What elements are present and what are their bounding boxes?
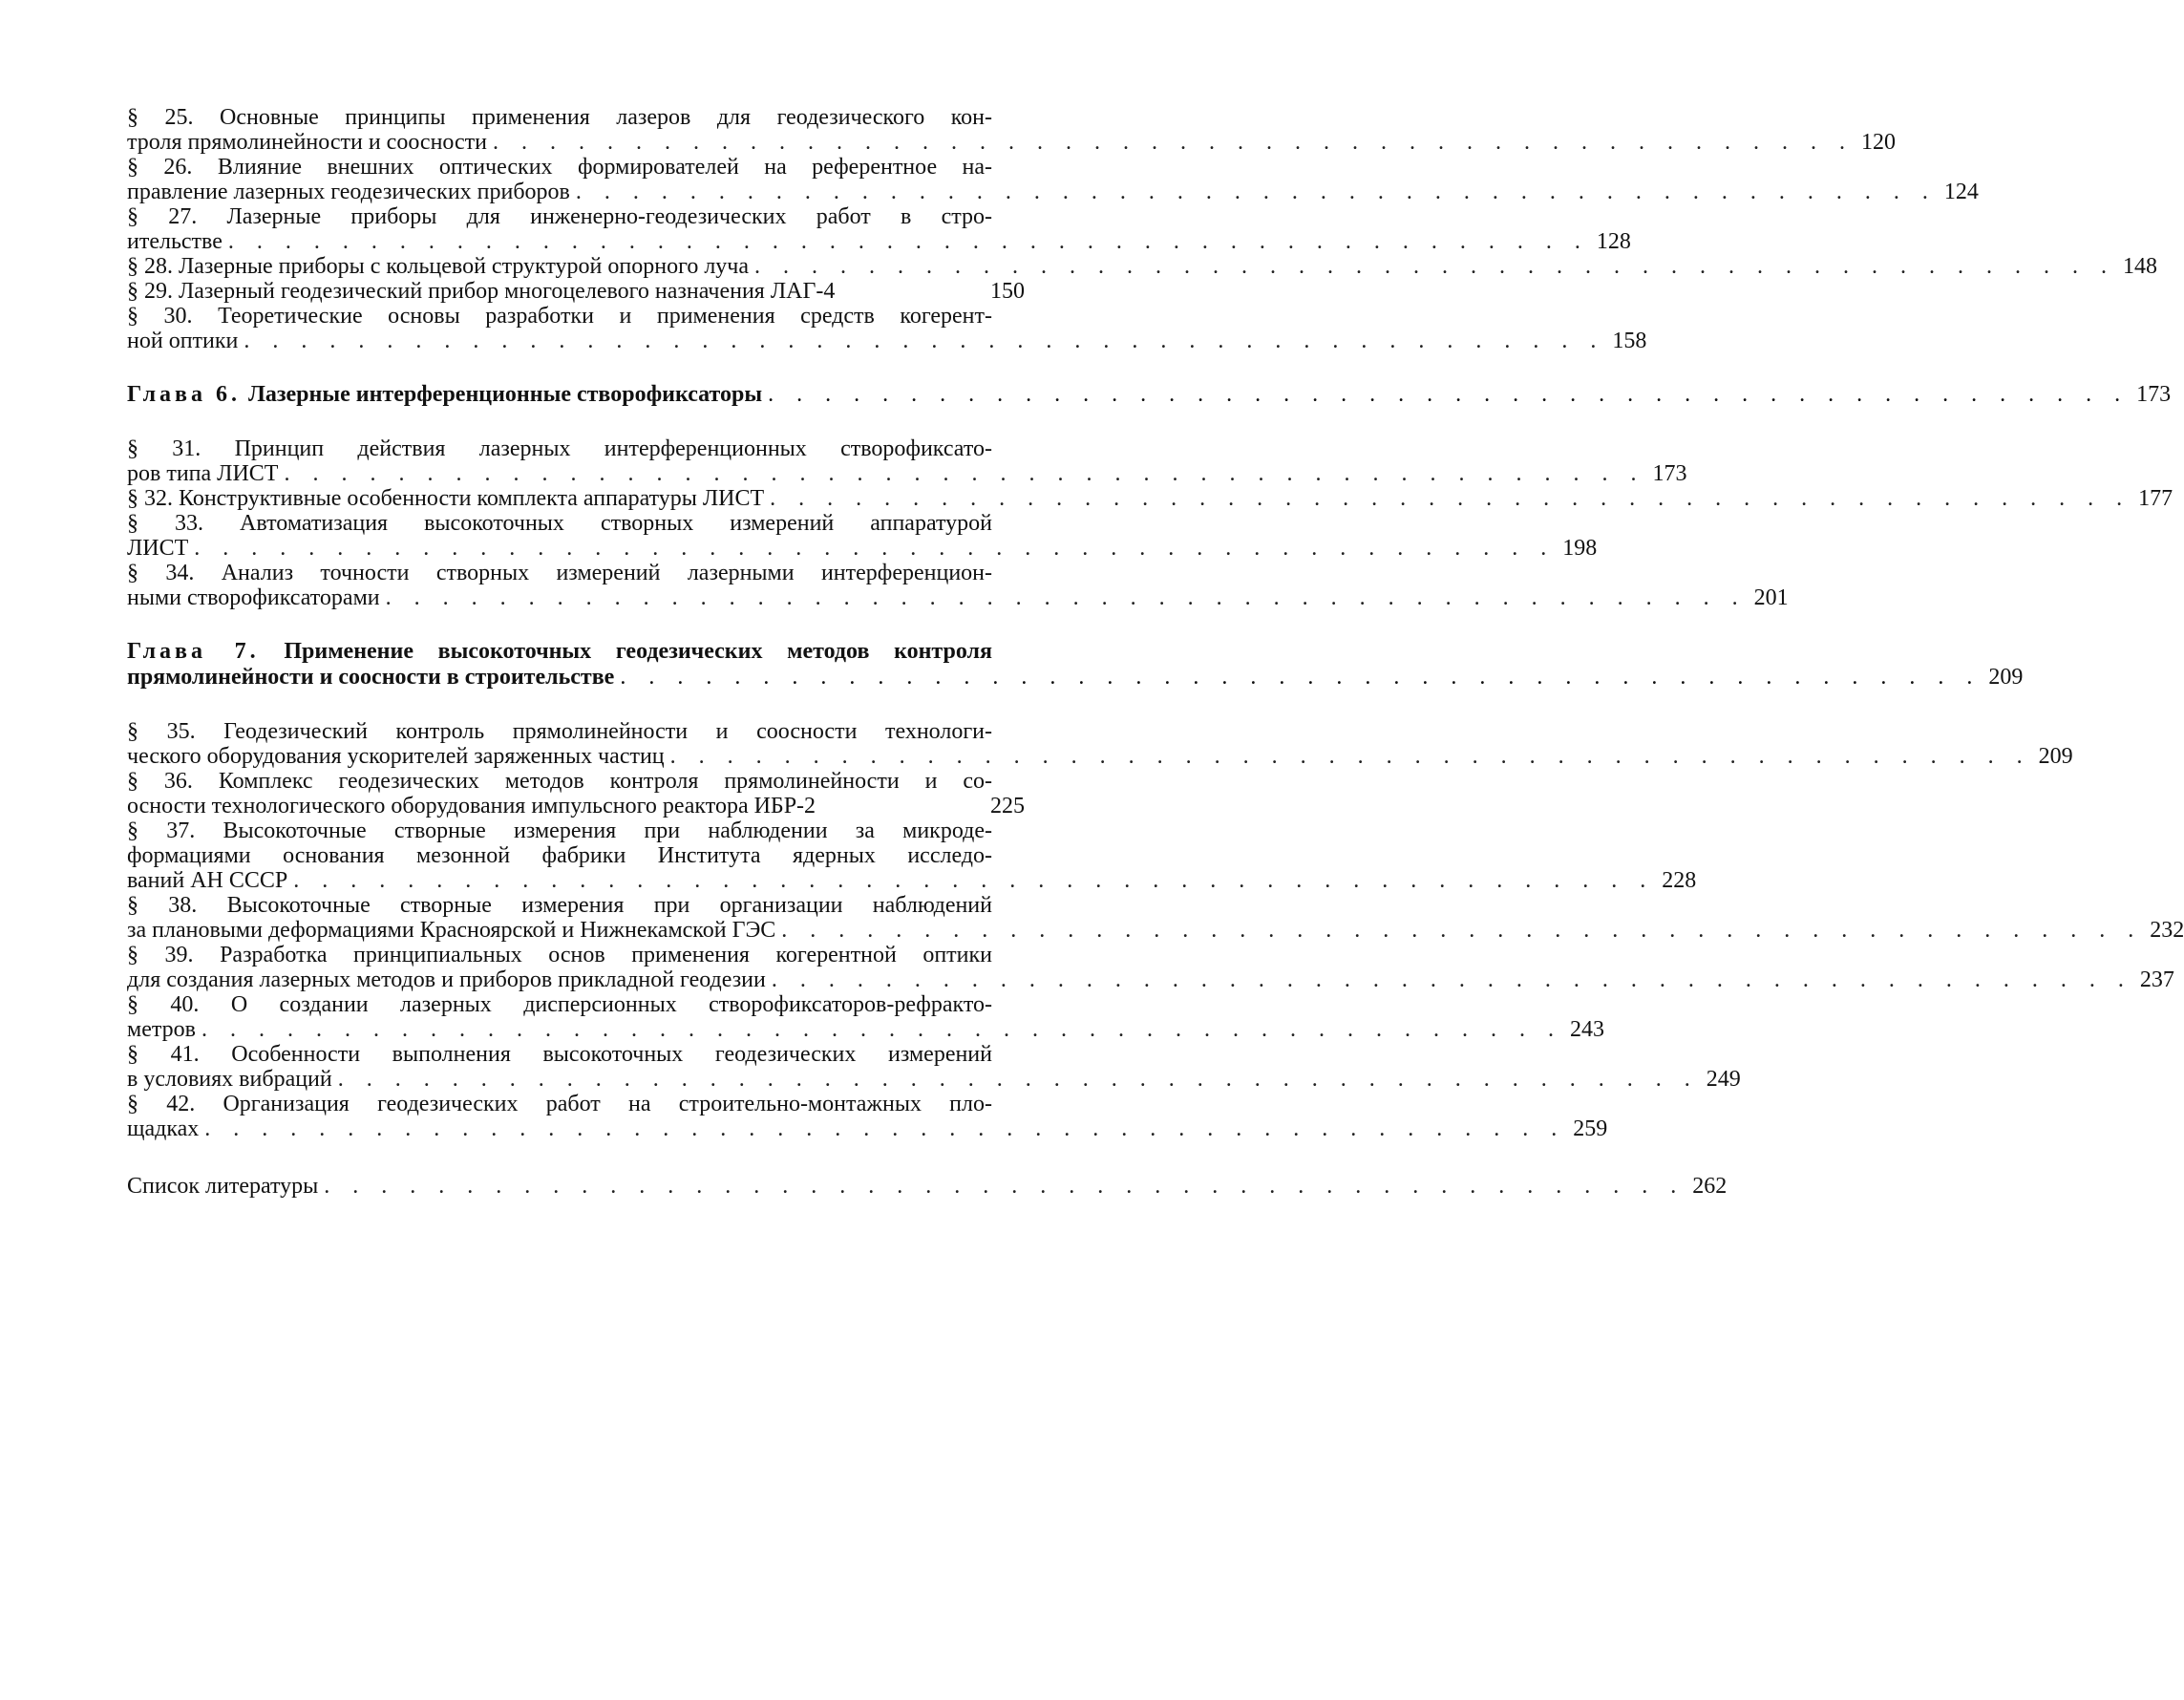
- page-number: 120: [1861, 130, 1896, 155]
- page-number: 243: [1569, 1017, 1604, 1042]
- page-number: 232: [2150, 918, 2184, 943]
- toc-entry-text: § 30. Теоретические основы разработки и применения средств когерент-: [127, 304, 992, 329]
- toc-entry-31: [127, 436, 1687, 486]
- page-number: 225: [990, 794, 1025, 818]
- leader-dots: . . . . . . . . . . . . . . . . . . . . . . . . . . . . . . . . . . . . . . . . . . . . . . . .: [201, 1017, 1562, 1042]
- toc-entry-text: за плановыми деформациями Красноярской и Нижнекамской ГЭС: [127, 918, 776, 943]
- chapter-label: Глава 7.: [127, 639, 260, 664]
- toc-entry-35: [127, 719, 2073, 769]
- toc-entry-40: [127, 992, 1604, 1042]
- toc-entry-text: § 29. Лазерный геодезический прибор многоцелевого назначения ЛАГ-4: [127, 279, 836, 304]
- page-number: 201: [1753, 585, 1789, 610]
- page-number: 148: [2123, 254, 2158, 279]
- chapter-7-heading: [127, 639, 2024, 691]
- page-number: 209: [2038, 744, 2073, 769]
- toc-entry-text: § 26. Влияние внешних оптических формирователей на референтное на-: [127, 155, 992, 180]
- toc-entry-literature: [127, 1174, 1728, 1199]
- toc-entry-text: § 28. Лазерные приборы с кольцевой структурой опорного луча: [127, 254, 750, 279]
- toc-entry-text: ной оптики: [127, 329, 239, 353]
- toc-entry-text: § 35. Геодезический контроль прямолинейности и соосности технологи-: [127, 719, 992, 744]
- toc-entry-29: [127, 279, 1025, 304]
- toc-entry-text: ными створофиксаторами: [127, 585, 380, 610]
- leader-dots: . . . . . . . . . . . . . . . . . . . . . . . . . . . . . . . . . . . . . . . . . . . . . . . .: [227, 229, 1589, 254]
- toc-entry-42: [127, 1092, 1608, 1141]
- leader-dots: . . . . . . . . . . . . . . . . . . . . . . . . . . . . . . . . . . . . . . . . . . . . . . . .: [293, 868, 1655, 893]
- leader-dots: . . . . . . . . . . . . . . . . . . . . . . . . . . . . . . . . . . . . . . . . . . . . . . . .: [194, 536, 1556, 561]
- toc-entry-26: [127, 155, 1979, 204]
- toc-entry-34: [127, 561, 1789, 610]
- toc-entry-text: § 39. Разработка принципиальных основ применения когерентной оптики: [127, 943, 992, 967]
- page-number: 249: [1706, 1067, 1741, 1092]
- leader-dots: . . . . . . . . . . . . . . . . . . . . . . . . . . . . . . . . . . . . . . . . . . . . . . . .: [493, 130, 1854, 155]
- leader-dots: . . . . . . . . . . . . . . . . . . . . . . . . . . . . . . . . . . . . . . . . . . . . . . . .: [324, 1174, 1686, 1199]
- page-number: 158: [1612, 329, 1647, 353]
- toc-entry-text: Список литературы: [127, 1174, 319, 1199]
- toc-entry-text: троля прямолинейности и соосности: [127, 130, 487, 155]
- toc-entry-text: § 40. О создании лазерных дисперсионных створофиксаторов-рефракто-: [127, 992, 992, 1017]
- leader-dots: . . . . . . . . . . . . . . . . . . . . . . . . . . . . . . . . . . . . . . . . . . . . . . . .: [754, 254, 2116, 279]
- chapter-title: Применение высокоточных геодезических методов контроля: [284, 639, 992, 664]
- page-number: 259: [1573, 1116, 1608, 1141]
- chapter-6-heading: [127, 382, 2172, 408]
- toc-entry-text: § 42. Организация геодезических работ на строительно-монтажных пло-: [127, 1092, 992, 1116]
- page-number: 150: [990, 279, 1025, 304]
- toc-entry-text: § 36. Комплекс геодезических методов контроля прямолинейности и со-: [127, 769, 992, 794]
- toc-entry-37: [127, 818, 1697, 893]
- page-number: 124: [1943, 180, 1979, 204]
- page-number: 128: [1596, 229, 1631, 254]
- toc-entry-27: [127, 204, 1631, 254]
- toc-entry-text: § 37. Высокоточные створные измерения при наблюдении за микроде-: [127, 818, 992, 843]
- leader-dots: . . . . . . . . . . . . . . . . . . . . . . . . . . . . . . . . . . . . . . . . . . . . . . . .: [575, 180, 1937, 204]
- toc-entry-text: ческого оборудования ускорителей заряженных частиц: [127, 744, 665, 769]
- toc-entry-text: ЛИСТ: [127, 536, 189, 561]
- toc-entry-text: § 38. Высокоточные створные измерения при организации наблюдений: [127, 893, 992, 918]
- toc-entry-text: § 34. Анализ точности створных измерений лазерными интерференцион-: [127, 561, 992, 585]
- toc-entry-33: [127, 511, 1598, 561]
- toc-entry-30: [127, 304, 1647, 353]
- toc-entry-36: [127, 769, 1025, 818]
- chapter-label: Глава 6.: [127, 382, 241, 407]
- toc-entry-text: в условиях вибраций: [127, 1067, 332, 1092]
- page-number: 198: [1562, 536, 1598, 561]
- toc-entry-text: § 31. Принцип действия лазерных интерференционных створофиксато-: [127, 436, 992, 461]
- toc-entry-text: § 32. Конструктивные особенности комплекта аппаратуры ЛИСТ: [127, 486, 765, 511]
- table-of-contents: [127, 105, 2184, 1199]
- leader-dots: . . . . . . . . . . . . . . . . . . . . . . . . . . . . . . . . . . . . . . . . . . . . . . . .: [337, 1067, 1699, 1092]
- toc-entry-28: [127, 254, 2158, 279]
- toc-entry-41: [127, 1042, 1741, 1092]
- leader-dots: . . . . . . . . . . . . . . . . . . . . . . . . . . . . . . . . . . . . . . . . . . . . . . . .: [620, 665, 1982, 690]
- toc-entry-38: [127, 893, 2184, 943]
- page-number: 209: [1988, 665, 2024, 690]
- toc-entry-text: правление лазерных геодезических приборов: [127, 180, 570, 204]
- toc-entry-text: § 41. Особенности выполнения высокоточных геодезических измерений: [127, 1042, 992, 1067]
- leader-dots: . . . . . . . . . . . . . . . . . . . . . . . . . . . . . . . . . . . . . . . . . . . . . . . .: [771, 967, 2132, 992]
- toc-entry-text: щадках: [127, 1116, 200, 1141]
- page-number: 262: [1692, 1174, 1728, 1199]
- leader-dots: . . . . . . . . . . . . . . . . . . . . . . . . . . . . . . . . . . . . . . . . . . . . . . . .: [385, 585, 1747, 610]
- page-number: 177: [2138, 486, 2173, 511]
- toc-entry-text: метров: [127, 1017, 196, 1042]
- leader-dots: . . . . . . . . . . . . . . . . . . . . . . . . . . . . . . . . . . . . . . . . . . . . . . . .: [768, 382, 2130, 407]
- leader-dots: . . . . . . . . . . . . . . . . . . . . . . . . . . . . . . . . . . . . . . . . . . . . . . . .: [770, 486, 2131, 511]
- toc-entry-text: ваний АН СССР: [127, 868, 288, 893]
- page-number: 237: [2139, 967, 2174, 992]
- toc-entry-text: формациями основания мезонной фабрики Института ядерных исследо-: [127, 843, 992, 868]
- toc-entry-32: [127, 486, 2173, 511]
- leader-dots: . . . . . . . . . . . . . . . . . . . . . . . . . . . . . . . . . . . . . . . . . . . . . . . .: [204, 1116, 1566, 1141]
- leader-dots: . . . . . . . . . . . . . . . . . . . . . . . . . . . . . . . . . . . . . . . . . . . . . . . .: [244, 329, 1605, 353]
- page-number: 173: [2136, 382, 2172, 407]
- toc-entry-39: [127, 943, 2174, 992]
- toc-entry-text: § 27. Лазерные приборы для инженерно-геодезических работ в стро-: [127, 204, 992, 229]
- leader-dots: . . . . . . . . . . . . . . . . . . . . . . . . . . . . . . . . . . . . . . . . . . . . . . . .: [669, 744, 2031, 769]
- toc-entry-text: осности технологического оборудования импульсного реактора ИБР-2: [127, 794, 816, 818]
- page-number: 228: [1662, 868, 1697, 893]
- page-number: 173: [1652, 461, 1687, 486]
- leader-dots: . . . . . . . . . . . . . . . . . . . . . . . . . . . . . . . . . . . . . . . . . . . . . . . .: [284, 461, 1645, 486]
- toc-entry-text: § 33. Автоматизация высокоточных створных измерений аппаратурой: [127, 511, 992, 536]
- toc-entry-text: § 25. Основные принципы применения лазеров для геодезического кон-: [127, 105, 992, 130]
- toc-entry-text: для создания лазерных методов и приборов прикладной геодезии: [127, 967, 766, 992]
- chapter-title: Лазерные интерференционные створофиксаторы: [248, 382, 763, 407]
- toc-entry-text: ительстве: [127, 229, 223, 254]
- toc-entry-25: [127, 105, 1896, 155]
- toc-entry-text: ров типа ЛИСТ: [127, 461, 279, 486]
- leader-dots: . . . . . . . . . . . . . . . . . . . . . . . . . . . . . . . . . . . . . . . . . . . . . . . .: [781, 918, 2143, 943]
- chapter-title: прямолинейности и соосности в строительстве: [127, 665, 615, 690]
